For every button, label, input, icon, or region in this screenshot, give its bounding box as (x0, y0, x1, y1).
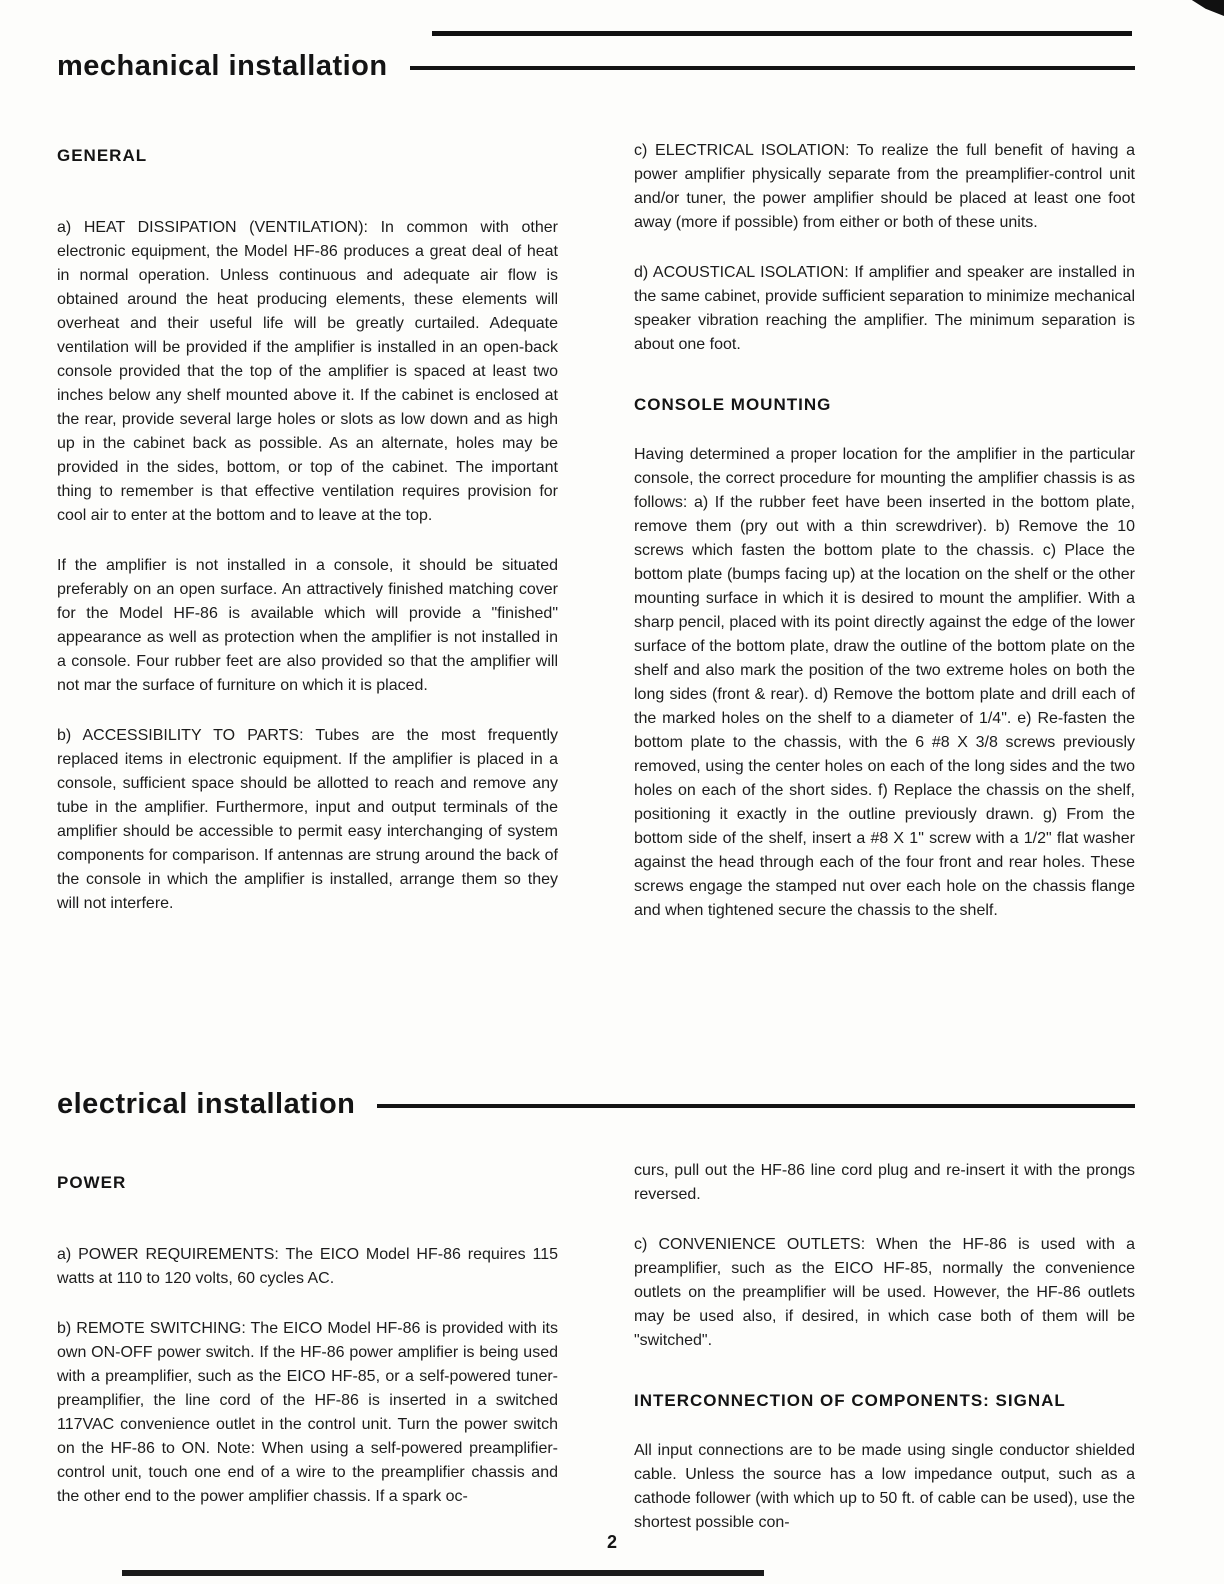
column-left (57, 139, 558, 923)
paragraph-interconnection: All input connections are to be made using single conductor shielded cable. Unless the source has a low impedance output, such as a cathode follower (with which up to 50 ft. of cable can be used), use the shortest possible con- (634, 1442, 1135, 1531)
paragraph-console-mounting: Having determined a proper location for the amplifier in the particular console, the correct procedure for mounting the amplifier chassis is as follows: a) If the rubber feet have been inserted in the bottom plate, remove them (pry out with a thin screwdriver). b) Remove the 10 screws which fasten the bottom plate to the chassis. c) Place the bottom plate (bumps facing up) at the location on the shelf or the other mounting surface in which it is desired to mount the amplifier. With a sharp pencil, placed with its point directly against the edge of the lower surface of the bottom plate, draw the outline of the bottom plate on the shelf and also mark the position of the two extreme holes on both the long sides (front & rear). d) Remove the bottom plate and drill each of the marked holes on the shelf to a diameter of 1/4". e) Re-fasten the bottom plate to the chassis, with the 6 #8 X 3/8 screws previously removed, using the center holes on each of the long sides and the two holes on each of the short sides. f) Replace the chassis on the shelf, positioning it exactly in the outline previously drawn. g) From the bottom side of the shelf, insert a #8 X 1" screw with a 1/2" flat washer against the head through each of the four front and rear holes. These screws engage the stamped nut over each hole on the chassis flange and when tightened secure the chassis to the shelf. (634, 446, 1135, 919)
section-electrical-installation (57, 1088, 1135, 1535)
heading-power: POWER (57, 1173, 127, 1192)
scan-artifact-corner-mark (1178, 0, 1224, 16)
scan-artifact-top-bar (432, 31, 1132, 36)
section-title-mechanical: mechanical installation (57, 50, 388, 82)
column-right (634, 1159, 1135, 1535)
paragraph-remote-switching: b) REMOTE SWITCHING: The EICO Model HF-86 is provided with its own ON-OFF power switch. If the HF-86 power amplifier is being used with a preamplifier, such as the EICO HF-85, or a self-powered tuner-preamplifier, the line cord of the HF-86 is inserted in a switched 117VAC convenience outlet in the control unit. Turn the power switch on the HF-86 to ON. Note: When using a self-powered preamplifier-control unit, touch one end of a wire to the preamplifier chassis and the other end to the power amplifier chassis. If a spark oc- (57, 1320, 558, 1505)
section-mechanical-installation (57, 50, 1135, 923)
page-number: 2 (606, 1532, 617, 1552)
column-right (634, 139, 1135, 923)
column-left (57, 1159, 558, 1535)
section-title-electrical: electrical installation (57, 1088, 356, 1120)
heading-console-mounting: CONSOLE MOUNTING (634, 395, 832, 414)
section-header (57, 1088, 1135, 1121)
paragraph-convenience-outlets: c) CONVENIENCE OUTLETS: When the HF-86 is used with a preamplifier, such as the EICO HF-85, normally the convenience outlets on the preamplifier will be used. However, the HF-86 outlets may be used also, if desired, in which case both of them will be "switched". (634, 1236, 1135, 1349)
heading-general: GENERAL (57, 146, 148, 165)
two-column-layout (57, 139, 1135, 923)
heading-interconnection: INTERCONNECTION OF COMPONENTS: SIGNAL (634, 1391, 1066, 1410)
paragraph-heat-dissipation: a) HEAT DISSIPATION (VENTILATION): In common with other electronic equipment, the Model HF-86 produces a great deal of heat in normal operation. Unless continuous and adequate air flow is obtained around the heat producing elements, these elements will overheat and their useful life will be greatly curtailed. Adequate ventilation will be provided if the amplifier is installed in an open-back console provided that the top of the amplifier is spaced at least two inches below any shelf mounted above it. If the cabinet is enclosed at the rear, provide several large holes or slots as low down and as high up in the cabinet back as possible. As an alternate, holes may be provided in the sides, bottom, or top of the cabinet. The important thing to remember is that effective ventilation requires provision for cool air to enter at the bottom and to leave at the top. (57, 219, 558, 524)
section-header (57, 50, 1135, 83)
scan-artifact-bottom-bar (122, 1570, 764, 1576)
two-column-layout (57, 1159, 1135, 1535)
paragraph-electrical-isolation: c) ELECTRICAL ISOLATION: To realize the full benefit of having a power amplifier physically separate from the preamplifier-control unit and/or tuner, the power amplifier should be placed at least one foot away (more if possible) from either or both of these units. (634, 142, 1135, 231)
horizontal-rule (377, 1104, 1135, 1108)
paragraph-spark-continuation: curs, pull out the HF-86 line cord plug and re-insert it with the prongs reversed. (634, 1162, 1135, 1203)
paragraph-acoustical-isolation: d) ACOUSTICAL ISOLATION: If amplifier and speaker are installed in the same cabinet, provide sufficient separation to minimize mechanical speaker vibration reaching the amplifier. The minimum separation is about one foot. (634, 264, 1135, 353)
horizontal-rule (410, 66, 1135, 70)
paragraph-accessibility: b) ACCESSIBILITY TO PARTS: Tubes are the most frequently replaced items in electronic equipment. If the amplifier is placed in a console, sufficient space should be allotted to reach and remove any tube in the amplifier. Furthermore, input and output terminals of the amplifier should be accessible to permit easy interchanging of system components for comparison. If antennas are strung around the back of the console in which the amplifier is installed, arrange them so they will not interfere. (57, 727, 558, 912)
paragraph-open-surface: If the amplifier is not installed in a console, it should be situated preferably on an open surface. An attractively finished matching cover for the Model HF-86 is available which will provide a "finished" appearance as well as protection when the amplifier is not installed in a console. Four rubber feet are also provided so that the amplifier will not mar the surface of furniture on which it is placed. (57, 557, 558, 694)
paragraph-power-requirements: a) POWER REQUIREMENTS: The EICO Model HF-86 requires 115 watts at 110 to 120 volts, 60 cycles AC. (57, 1246, 558, 1287)
